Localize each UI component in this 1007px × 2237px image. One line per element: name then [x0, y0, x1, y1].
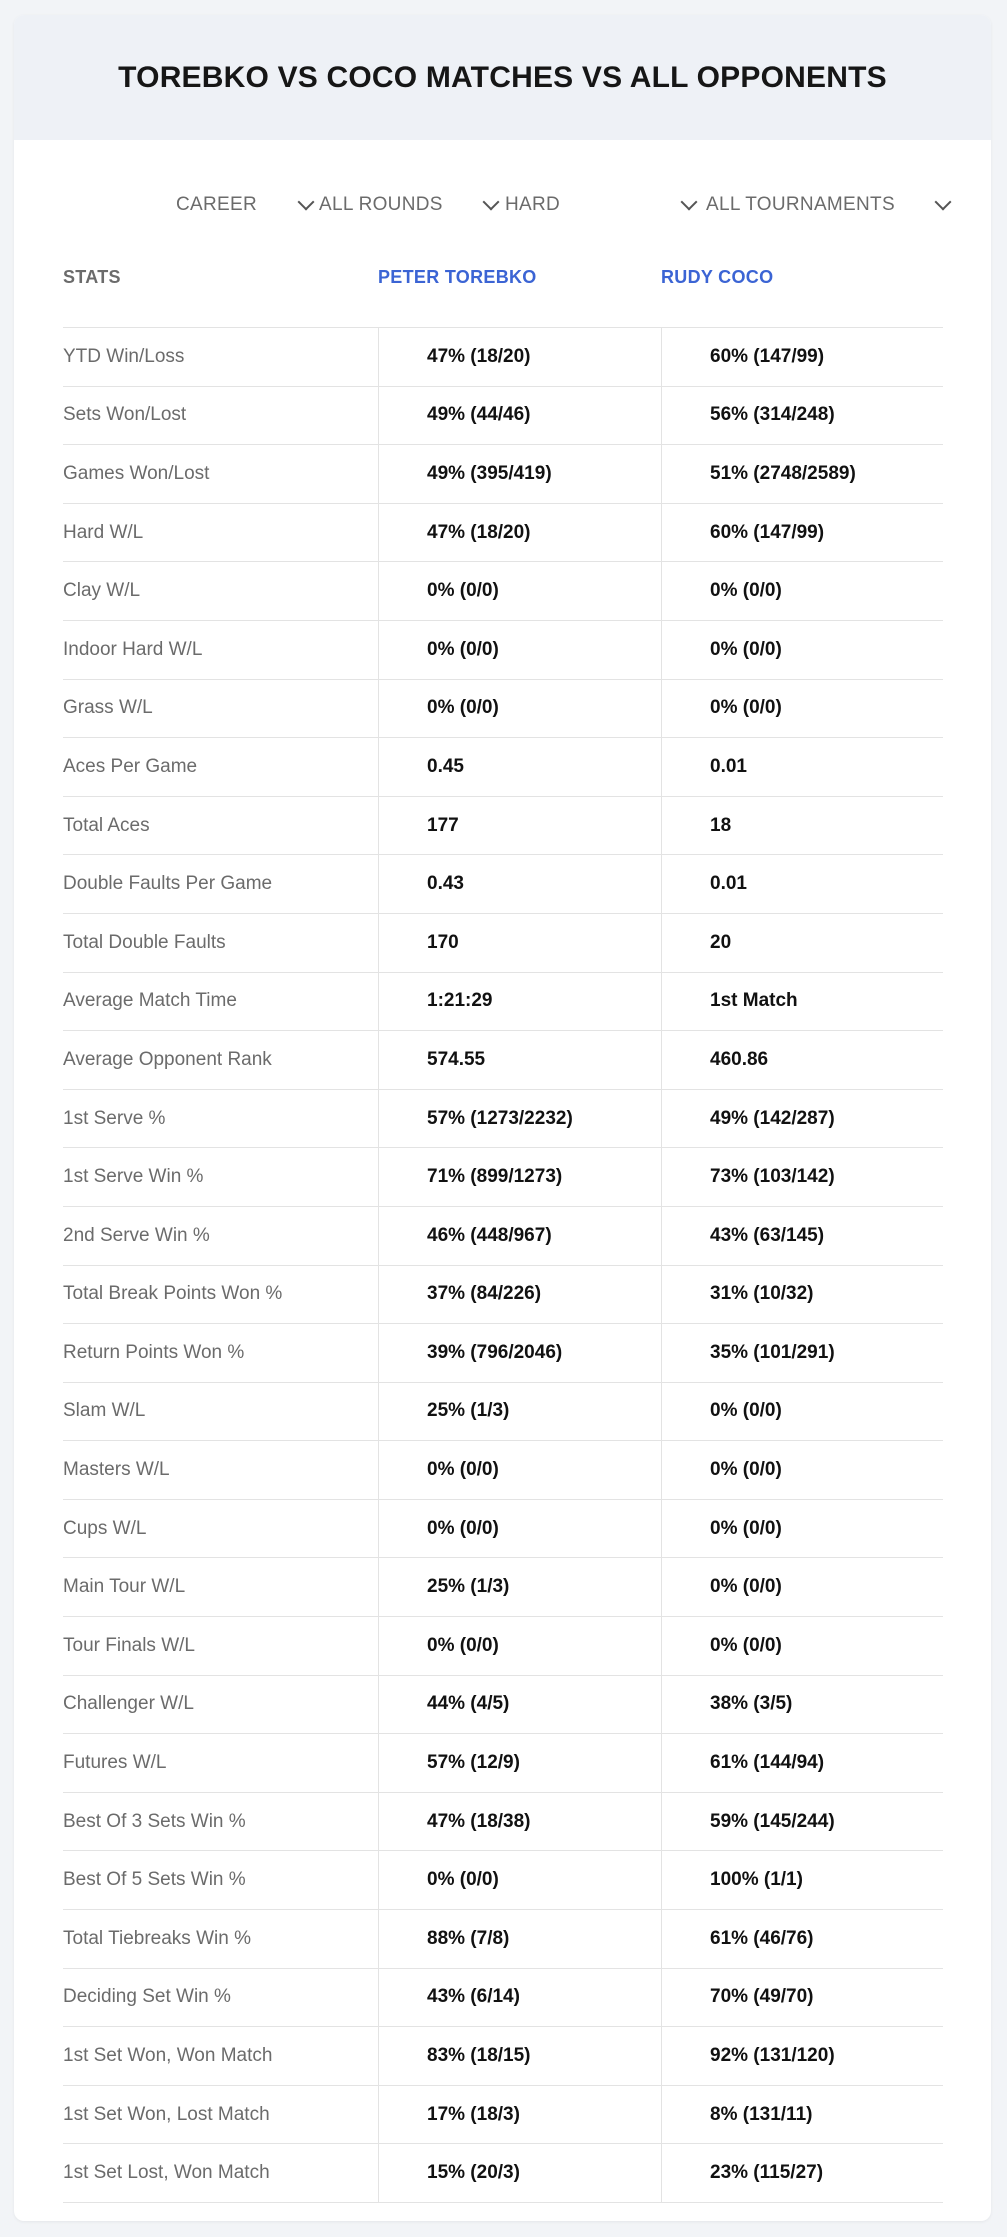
stat-label: Total Break Points Won %	[63, 1283, 283, 1305]
table-row	[63, 504, 943, 563]
stat-label: Total Aces	[63, 814, 150, 836]
stat-label: Challenger W/L	[63, 1693, 194, 1715]
stat-label: Aces Per Game	[63, 755, 198, 777]
player1-stat-value: 0% (0/0)	[378, 562, 661, 620]
stat-label: 1st Serve %	[63, 1107, 166, 1129]
period-select-value: CAREER	[176, 194, 257, 215]
player1-stat-value: 574.55	[378, 1031, 661, 1089]
stat-label: Futures W/L	[63, 1752, 167, 1774]
player1-stat-value: 17% (18/3)	[378, 2086, 661, 2144]
surface-select[interactable]	[505, 187, 695, 223]
player1-stat-value: 0% (0/0)	[378, 1617, 661, 1675]
table-row	[63, 797, 943, 856]
stat-label: Average Opponent Rank	[63, 1048, 272, 1070]
player2-stat-value: 43% (63/145)	[661, 1207, 943, 1265]
player2-stat-value: 61% (46/76)	[661, 1910, 943, 1968]
table-row	[63, 445, 943, 504]
table-row	[63, 1207, 943, 1266]
stat-label: Best Of 5 Sets Win %	[63, 1869, 246, 1891]
stat-label: Total Tiebreaks Win %	[63, 1927, 251, 1949]
table-row	[63, 1324, 943, 1383]
table-row	[63, 2086, 943, 2145]
player2-stat-value: 0% (0/0)	[661, 1441, 943, 1499]
stat-label: 1st Serve Win %	[63, 1166, 204, 1188]
player2-stat-value: 51% (2748/2589)	[661, 445, 943, 503]
player2-stat-value: 0% (0/0)	[661, 1558, 943, 1616]
table-row	[63, 1266, 943, 1325]
player1-stat-value: 0.45	[378, 738, 661, 796]
table-row	[63, 2144, 943, 2203]
player1-stat-value: 57% (12/9)	[378, 1734, 661, 1792]
table-row	[63, 680, 943, 739]
player2-stat-value: 56% (314/248)	[661, 387, 943, 445]
player1-stat-value: 47% (18/20)	[378, 328, 661, 386]
player1-stat-value: 43% (6/14)	[378, 1969, 661, 2027]
player1-stat-value: 46% (448/967)	[378, 1207, 661, 1265]
stat-label: 2nd Serve Win %	[63, 1224, 210, 1246]
player2-stat-value: 35% (101/291)	[661, 1324, 943, 1382]
round-select[interactable]	[319, 187, 497, 223]
table-row	[63, 1441, 943, 1500]
player2-stat-value: 60% (147/99)	[661, 504, 943, 562]
stat-label: 1st Set Lost, Won Match	[63, 2162, 270, 2184]
player2-stat-value: 0% (0/0)	[661, 1500, 943, 1558]
stat-label: Best Of 3 Sets Win %	[63, 1810, 246, 1832]
player1-stat-value: 0% (0/0)	[378, 621, 661, 679]
table-row	[63, 1090, 943, 1149]
player1-stat-value: 25% (1/3)	[378, 1558, 661, 1616]
player1-stat-value: 0% (0/0)	[378, 680, 661, 738]
stat-label: Slam W/L	[63, 1400, 146, 1422]
player2-stat-value: 49% (142/287)	[661, 1090, 943, 1148]
player1-stat-value: 71% (899/1273)	[378, 1148, 661, 1206]
table-row	[63, 2027, 943, 2086]
player1-stat-value: 57% (1273/2232)	[378, 1090, 661, 1148]
stat-label: Tour Finals W/L	[63, 1634, 195, 1656]
stat-label: Hard W/L	[63, 521, 144, 543]
chevron-down-icon	[483, 194, 500, 211]
player2-stat-value: 18	[661, 797, 943, 855]
player1-stat-value: 25% (1/3)	[378, 1383, 661, 1441]
player1-column-header[interactable]: PETER TOREBKO	[378, 267, 537, 287]
player2-stat-value: 31% (10/32)	[661, 1266, 943, 1324]
player2-stat-value: 0.01	[661, 738, 943, 796]
player2-stat-value: 1st Match	[661, 973, 943, 1031]
player1-stat-value: 170	[378, 914, 661, 972]
table-row	[63, 1500, 943, 1559]
stat-label: Deciding Set Win %	[63, 1986, 231, 2008]
player2-stat-value: 0% (0/0)	[661, 1617, 943, 1675]
player2-stat-value: 92% (131/120)	[661, 2027, 943, 2085]
surface-select-value: HARD	[505, 194, 561, 215]
table-row	[63, 1383, 943, 1442]
table-row	[63, 387, 943, 446]
stat-label: Clay W/L	[63, 580, 141, 602]
player2-stat-value: 23% (115/27)	[661, 2144, 943, 2202]
player2-stat-value: 0% (0/0)	[661, 1383, 943, 1441]
card-header	[14, 15, 991, 140]
table-row	[63, 1617, 943, 1676]
player2-stat-value: 38% (3/5)	[661, 1676, 943, 1734]
table-row	[63, 973, 943, 1032]
player1-stat-value: 0.43	[378, 855, 661, 913]
table-row	[63, 1969, 943, 2028]
player2-stat-value: 61% (144/94)	[661, 1734, 943, 1792]
stat-label: Masters W/L	[63, 1459, 170, 1481]
player2-stat-value: 20	[661, 914, 943, 972]
tournament-select-value: ALL TOURNAMENTS	[706, 194, 895, 215]
player1-stat-value: 0% (0/0)	[378, 1851, 661, 1909]
stat-label: Grass W/L	[63, 697, 153, 719]
player2-stat-value: 0% (0/0)	[661, 562, 943, 620]
stats-column-header: STATS	[63, 267, 121, 287]
player1-stat-value: 1:21:29	[378, 973, 661, 1031]
table-row	[63, 1148, 943, 1207]
player1-stat-value: 0% (0/0)	[378, 1441, 661, 1499]
stat-label: Total Double Faults	[63, 931, 226, 953]
table-row	[63, 1558, 943, 1617]
table-row	[63, 1031, 943, 1090]
player1-stat-value: 47% (18/38)	[378, 1793, 661, 1851]
stat-label: 1st Set Won, Lost Match	[63, 2103, 270, 2125]
player2-stat-value: 0% (0/0)	[661, 621, 943, 679]
table-row	[63, 1734, 943, 1793]
player1-stat-value: 49% (44/46)	[378, 387, 661, 445]
player1-stat-value: 83% (18/15)	[378, 2027, 661, 2085]
stat-label: Sets Won/Lost	[63, 404, 187, 426]
player1-stat-value: 37% (84/226)	[378, 1266, 661, 1324]
player2-stat-value: 8% (131/11)	[661, 2086, 943, 2144]
table-row	[63, 1910, 943, 1969]
player1-stat-value: 177	[378, 797, 661, 855]
player1-stat-value: 49% (395/419)	[378, 445, 661, 503]
filter-bar	[14, 187, 991, 223]
player2-stat-value: 73% (103/142)	[661, 1148, 943, 1206]
stats-table-body	[63, 328, 943, 2203]
player1-stat-value: 39% (796/2046)	[378, 1324, 661, 1382]
stat-label: Games Won/Lost	[63, 462, 210, 484]
stat-label: Average Match Time	[63, 990, 237, 1012]
table-row	[63, 1676, 943, 1735]
table-row	[63, 1793, 943, 1852]
chevron-down-icon	[298, 194, 315, 211]
player2-stat-value: 0% (0/0)	[661, 680, 943, 738]
player2-column-header[interactable]: RUDY COCO	[661, 267, 774, 287]
tournament-select[interactable]	[706, 187, 949, 223]
table-row	[63, 738, 943, 797]
table-row	[63, 621, 943, 680]
player2-stat-value: 60% (147/99)	[661, 328, 943, 386]
period-select[interactable]	[176, 187, 312, 223]
table-row	[63, 914, 943, 973]
stat-label: YTD Win/Loss	[63, 345, 185, 367]
player1-stat-value: 15% (20/3)	[378, 2144, 661, 2202]
chevron-down-icon	[935, 194, 952, 211]
round-select-value: ALL ROUNDS	[319, 194, 443, 215]
stat-label: Double Faults Per Game	[63, 873, 273, 895]
stat-label: 1st Set Won, Won Match	[63, 2045, 273, 2067]
table-row	[63, 1851, 943, 1910]
stat-label: Return Points Won %	[63, 1341, 245, 1363]
player2-stat-value: 0.01	[661, 855, 943, 913]
stat-label: Main Tour W/L	[63, 1576, 186, 1598]
player1-stat-value: 44% (4/5)	[378, 1676, 661, 1734]
player2-stat-value: 70% (49/70)	[661, 1969, 943, 2027]
player2-stat-value: 59% (145/244)	[661, 1793, 943, 1851]
chevron-down-icon	[681, 194, 698, 211]
page-title: TOREBKO VS COCO MATCHES VS ALL OPPONENTS	[118, 60, 887, 94]
table-row	[63, 855, 943, 914]
player2-stat-value: 100% (1/1)	[661, 1851, 943, 1909]
stat-label: Indoor Hard W/L	[63, 638, 203, 660]
stats-card	[14, 15, 991, 2221]
player2-stat-value: 460.86	[661, 1031, 943, 1089]
player1-stat-value: 0% (0/0)	[378, 1500, 661, 1558]
stat-label: Cups W/L	[63, 1517, 147, 1539]
table-row	[63, 562, 943, 621]
table-row	[63, 328, 943, 387]
player1-stat-value: 88% (7/8)	[378, 1910, 661, 1968]
player1-stat-value: 47% (18/20)	[378, 504, 661, 562]
table-header	[63, 267, 943, 328]
